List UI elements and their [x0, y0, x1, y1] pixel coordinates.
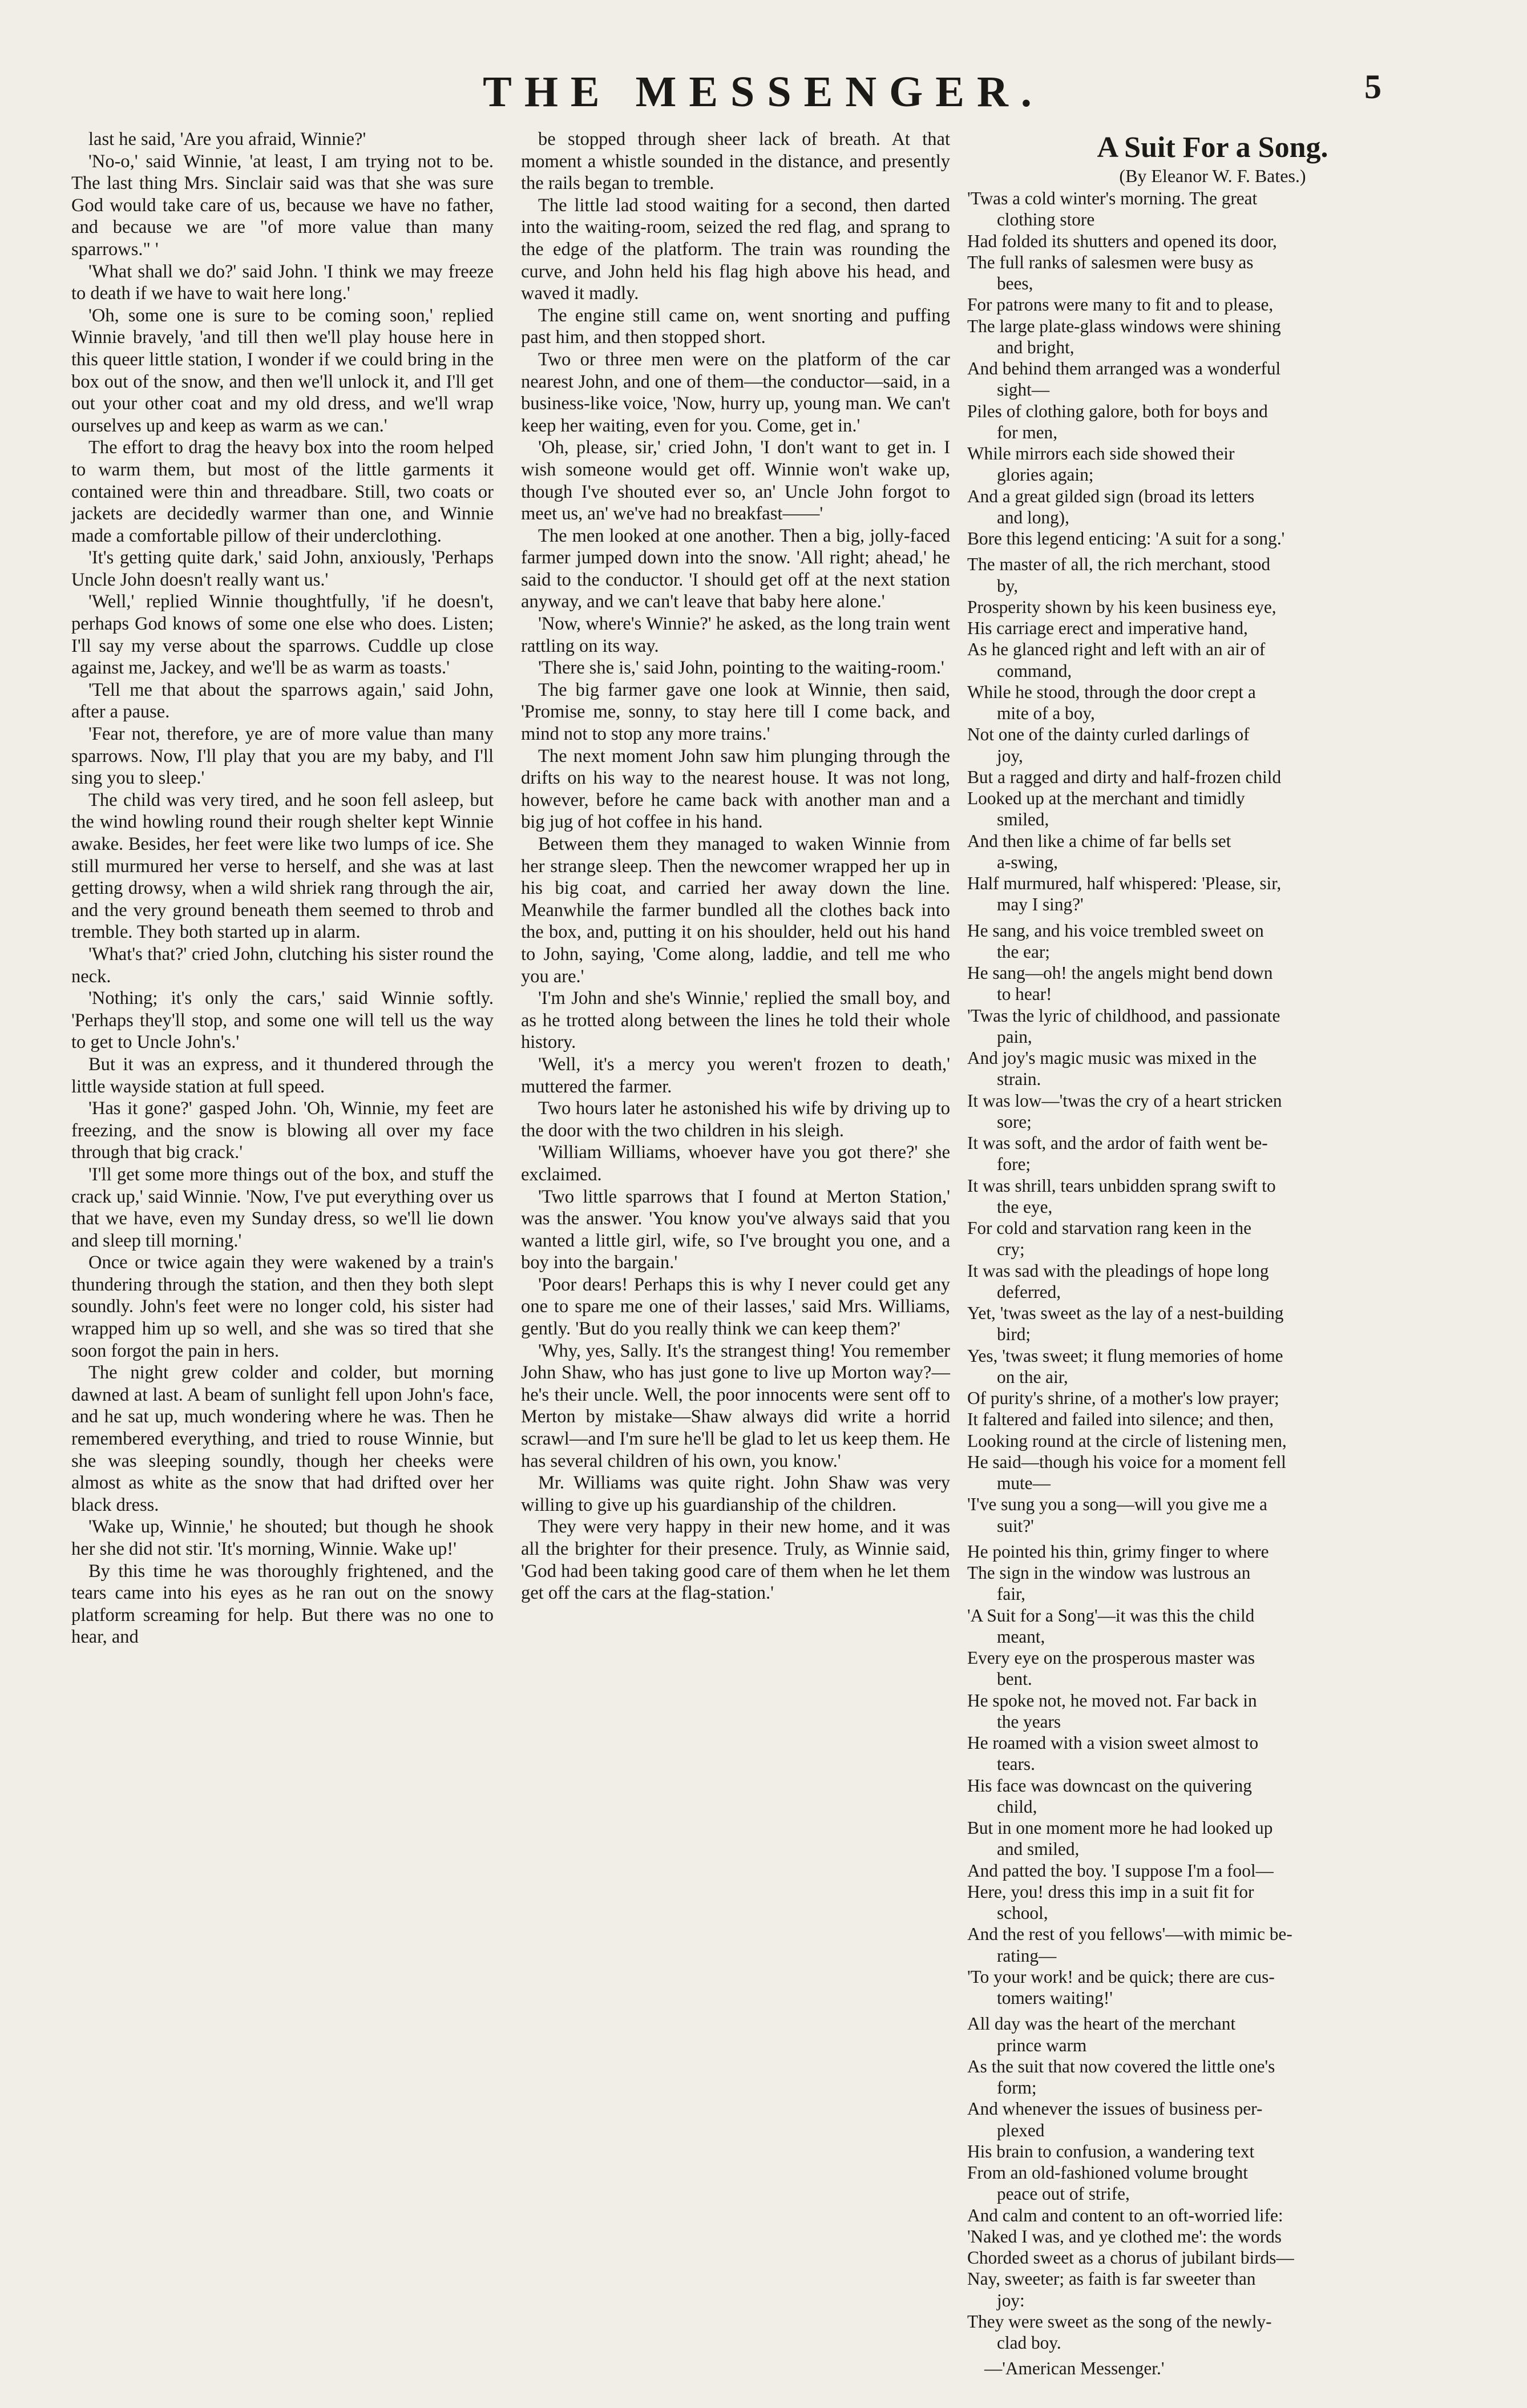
poem-line: Prosperity shown by his keen business eye,	[967, 596, 1276, 617]
poem-line: While mirrors each side showed their	[967, 443, 1235, 463]
poem-line: Yet, 'twas sweet as the lay of a nest-building	[967, 1303, 1284, 1323]
poem-byline: (By Eleanor W. F. Bates.)	[1119, 166, 1306, 186]
poem-stanza	[967, 188, 1458, 549]
story-paragraph: be stopped through sheer lack of breath. At that moment a whistle sounded in the distance, and presently the rails began to tremble.	[521, 129, 950, 194]
poem-line: And whenever the issues of business per-	[967, 2099, 1263, 2119]
poem-line-continuation: tomers waiting!'	[997, 1988, 1113, 2008]
poem-line: And joy's magic music was mixed in the	[967, 1048, 1257, 1068]
poem-line-continuation: for men,	[997, 422, 1058, 442]
poem-line-continuation: and smiled,	[997, 1839, 1080, 1860]
poem-line-continuation: a-swing,	[997, 852, 1058, 872]
poem-line: Not one of the dainty curled darlings of	[967, 724, 1250, 745]
poem-line-continuation: rating—	[997, 1945, 1057, 1966]
poem-line: For cold and starvation rang keen in the	[967, 1218, 1251, 1238]
poem-line-continuation: peace out of strife,	[997, 2184, 1130, 2204]
poem-line-continuation: bees,	[997, 273, 1033, 293]
poem-line-continuation: smiled,	[997, 809, 1049, 830]
poem-line-continuation: the eye,	[997, 1196, 1053, 1217]
poem-line-continuation: the years	[997, 1711, 1061, 1732]
poem-line-continuation: deferred,	[997, 1281, 1061, 1302]
poem-line: And calm and content to an oft-worried life:	[967, 2205, 1283, 2225]
poem-line-continuation: by,	[997, 575, 1019, 596]
poem-line-continuation: meant,	[997, 1626, 1045, 1647]
poem-line: Looked up at the merchant and timidly	[967, 788, 1245, 808]
poem-title: A Suit For a Song.	[1097, 131, 1328, 164]
poem-line: Yes, 'twas sweet; it flung memories of home	[967, 1345, 1283, 1366]
poem-line-continuation: clad boy.	[997, 2333, 1061, 2353]
poem-stanza	[967, 1541, 1458, 2009]
poem-line-continuation: child,	[997, 1796, 1037, 1817]
story-paragraph: Two hours later he astonished his wife by driving up to the door with the two children in his sleigh.	[521, 1098, 950, 1141]
poem-line: 'I've sung you a song—will you give me a	[967, 1494, 1267, 1515]
story-paragraph: 'Nothing; it's only the cars,' said Winnie softly. 'Perhaps they'll stop, and some one will tell us the way to get to Uncle John's.'	[71, 988, 494, 1053]
poem-line: 'To your work! and be quick; there are cus-	[967, 1966, 1275, 1987]
story-paragraph: The night grew colder and colder, but morning dawned at last. A beam of sunlight fell upon John's face, and he sat up, much wondering where he was. Then he remembered everything, and tried to rouse Winnie, but she was sleeping soundly, though her cheeks were almost as white as the snow that had drifted over her black dress.	[71, 1362, 494, 1515]
poem-line-continuation: mite of a boy,	[997, 703, 1095, 723]
story-paragraph: 'Tell me that about the sparrows again,' said John, after a pause.	[71, 679, 494, 723]
poem-line: The sign in the window was lustrous an	[967, 1563, 1251, 1583]
poem-line-continuation: sight—	[997, 380, 1050, 400]
poem-line: The master of all, the rich merchant, stood	[967, 554, 1270, 575]
poem-line: Here, you! dress this imp in a suit fit for	[967, 1881, 1254, 1902]
poem-line-continuation: mute—	[997, 1473, 1051, 1493]
story-paragraph: Mr. Williams was quite right. John Shaw was very willing to give up his guardianship of the children.	[521, 1473, 950, 1515]
masthead-title: THE MESSENGER.	[483, 68, 1044, 116]
poem-line: And the rest of you fellows'—with mimic be-	[967, 1924, 1292, 1945]
poem-line: 'Naked I was, and ye clothed me': the words	[967, 2226, 1282, 2246]
poem-line: He spoke not, he moved not. Far back in	[967, 1690, 1257, 1711]
story-paragraph: 'Now, where's Winnie?' he asked, as the long train went rattling on its way.	[521, 614, 950, 656]
poem-line: And patted the boy. 'I suppose I'm a fool—	[967, 1860, 1274, 1881]
poem-line-continuation: suit?'	[997, 1515, 1034, 1536]
poem-line: Had folded its shutters and opened its door,	[967, 231, 1277, 251]
poem-line: 'Twas the lyric of childhood, and passionate	[967, 1005, 1280, 1026]
poem-line-continuation: may I sing?'	[997, 894, 1084, 915]
poem-line: Nay, sweeter; as faith is far sweeter than	[967, 2269, 1256, 2289]
story-paragraph: But it was an express, and it thundered through the little wayside station at full speed.	[71, 1054, 494, 1097]
poem-body	[967, 188, 1458, 2353]
poem-source: —'American Messenger.'	[984, 2358, 1165, 2379]
story-paragraph: 'Why, yes, Sally. It's the strangest thing! You remember John Shaw, who has just gone to live up Morton way?—he's their uncle. Well, the poor innocents were sent off to Merton by mistake—Shaw always did write a horrid scrawl—and I'm sure he'll be glad to let us keep them. He has several children of his own, you know.'	[521, 1340, 950, 1471]
poem-line: From an old-fashioned volume brought	[967, 2163, 1248, 2183]
story-paragraph: 'It's getting quite dark,' said John, anxiously, 'Perhaps Uncle John doesn't really want us.'	[71, 547, 494, 590]
poem-line: He pointed his thin, grimy finger to where	[967, 1541, 1269, 1562]
poem-line: His brain to confusion, a wandering text	[967, 2141, 1255, 2161]
poem-line: Chorded sweet as a chorus of jubilant birds—	[967, 2248, 1294, 2268]
poem-line-continuation: joy,	[997, 745, 1023, 766]
poem-line: It was sad with the pleadings of hope long	[967, 1260, 1269, 1281]
poem-line: His carriage erect and imperative hand,	[967, 618, 1248, 638]
poem-line-continuation: to hear!	[997, 984, 1052, 1005]
poem-line: They were sweet as the song of the newly-	[967, 2311, 1272, 2332]
poem-column	[967, 128, 1458, 2379]
poem-line: Half murmured, half whispered: 'Please, sir,	[967, 873, 1282, 893]
poem-stanza	[967, 2013, 1458, 2353]
poem-line: And then like a chime of far bells set	[967, 830, 1231, 851]
poem-line-continuation: school,	[997, 1903, 1048, 1923]
story-paragraph: 'Fear not, therefore, ye are of more value than many sparrows. Now, I'll play that you are my baby, and I'll sing you to sleep.'	[71, 724, 494, 789]
poem-line-continuation: clothing store	[997, 209, 1095, 230]
poem-line-continuation: fore;	[997, 1154, 1031, 1175]
poem-line-continuation: bird;	[997, 1324, 1031, 1345]
story-paragraph: last he said, 'Are you afraid, Winnie?'	[88, 129, 366, 150]
poem-line: For patrons were many to fit and to please,	[967, 295, 1274, 315]
story-paragraph: By this time he was thoroughly frightened, and the tears came into his eyes as he ran out on the snowy platform screaming for help. But there was no one to hear, and	[71, 1560, 494, 1648]
poem-line: 'A Suit for a Song'—it was this the child	[967, 1605, 1255, 1625]
story-paragraph: 'Poor dears! Perhaps this is why I never could get any one to spare me one of their lasses,' said Mrs. Williams, gently. 'But do you really think we can keep them?'	[521, 1274, 950, 1340]
poem-line: It was soft, and the ardor of faith went be-	[967, 1133, 1268, 1153]
poem-line: Of purity's shrine, of a mother's low prayer;	[967, 1388, 1279, 1408]
story-paragraph: The child was very tired, and he soon fell asleep, but the wind howling round their rough shelter kept Winnie awake. Besides, her feet were like two lumps of ice. She still murmured her verse to herself, and she was at last getting drowsy, when a wild shriek rang through the air, and the very ground beneath them seemed to throb and tremble. They both started up in alarm.	[71, 789, 494, 943]
poem-line-continuation: prince warm	[997, 2035, 1087, 2055]
story-paragraph: Between them they managed to waken Winnie from her strange sleep. Then the newcomer wrapped her up in his big coat, and carried her away down the line. Meanwhile the farmer bundled all the clothes back into the box, and, putting it on his shoulder, held out his hand to John, saying, 'Come along, laddie, and tell me who you are.'	[521, 834, 950, 987]
poem-line: All day was the heart of the merchant	[967, 2014, 1236, 2034]
masthead	[0, 67, 1527, 130]
poem-stanza	[967, 554, 1458, 915]
story-paragraph: The next moment John saw him plunging through the drifts on his way to the nearest house. It was not long, however, before he came back with another man and a big jug of hot coffee in his hand.	[521, 745, 950, 833]
poem-line: And behind them arranged was a wonderful	[967, 358, 1281, 378]
poem-line: And a great gilded sign (broad its letters	[967, 486, 1255, 506]
poem-line: 'Twas a cold winter's morning. The great	[967, 188, 1258, 208]
story-paragraph: 'There she is,' said John, pointing to the waiting-room.'	[538, 658, 944, 679]
poem-line-continuation: sore;	[997, 1111, 1032, 1132]
poem-line: But in one moment more he had looked up	[967, 1818, 1273, 1838]
poem-line-continuation: and long),	[997, 507, 1069, 527]
poem-line: While he stood, through the door crept a	[967, 681, 1256, 702]
story-paragraph: 'Oh, some one is sure to be coming soon,' replied Winnie bravely, 'and till then we'll play house here in this queer little station, I wonder if we could bring in the box out of the snow, and then we'll unlock it, and I'll get out your other coat and my old dress, and we'll wrap ourselves up and keep as warm as we can.'	[71, 305, 494, 436]
story-paragraph: 'Oh, please, sir,' cried John, 'I don't want to get in. I wish someone would get off. Winnie won't wake up, though I've shouted ever so, an' Uncle John forgot to meet us, an' we've had no breakfast——'	[521, 437, 950, 525]
poem-line: It was shrill, tears unbidden sprang swift to	[967, 1175, 1276, 1196]
poem-line: It faltered and failed into silence; and then,	[967, 1409, 1274, 1430]
page-number: 5	[1364, 68, 1381, 106]
poem-line: He said—though his voice for a moment fell	[967, 1451, 1286, 1472]
poem-line-continuation: cry;	[997, 1239, 1025, 1260]
poem-line: His face was downcast on the quivering	[967, 1775, 1252, 1796]
poem-line: The full ranks of salesmen were busy as	[967, 252, 1254, 272]
poem-line: He sang, and his voice trembled sweet on	[967, 920, 1264, 941]
poem-line-continuation: pain,	[997, 1026, 1032, 1047]
story-paragraph: 'I'll get some more things out of the box, and stuff the crack up,' said Winnie. 'Now, I've put everything over us that we have, even my Sunday dress, so we'll lie down and sleep till morning.'	[71, 1164, 494, 1251]
poem-stanza	[967, 920, 1458, 1536]
poem-line: As the suit that now covered the little one's	[967, 2056, 1275, 2076]
poem-line-continuation: on the air,	[997, 1366, 1068, 1387]
poem-line-continuation: fair,	[997, 1584, 1026, 1604]
story-paragraph: Once or twice again they were wakened by a train's thundering through the station, and then they both slept soundly. John's feet were no longer cold, his sister had wrapped him up so well, and she was so tired that she soon forgot the pain in hers.	[71, 1252, 494, 1361]
poem-line-continuation: glories again;	[997, 465, 1094, 485]
poem-line: The large plate-glass windows were shining	[967, 316, 1281, 336]
poem-line-continuation: joy:	[997, 2290, 1025, 2310]
poem-line: He roamed with a vision sweet almost to	[967, 1733, 1259, 1753]
story-paragraph: The engine still came on, went snorting and puffing past him, and then stopped short.	[521, 305, 950, 348]
story-column-middle	[521, 128, 950, 1604]
story-paragraph: 'Well, it's a mercy you weren't frozen to death,' muttered the farmer.	[521, 1054, 950, 1097]
poem-line: As he glanced right and left with an air of	[967, 639, 1266, 660]
story-paragraph: 'Well,' replied Winnie thoughtfully, 'if he doesn't, perhaps God knows of some one else who does. Listen; I'll say my verse about the sparrows. Cuddle up close against me, Jackey, and we'll be as warm as toasts.'	[71, 591, 494, 679]
story-paragraph: Two or three men were on the platform of the car nearest John, and one of them—the conductor—said, in a business-like voice, 'Now, hurry up, young man. We can't keep her waiting, even for you. Come, get in.'	[521, 349, 950, 436]
story-paragraph: 'No-o,' said Winnie, 'at least, I am trying not to be. The last thing Mrs. Sinclair said was that she was sure God would take care of us, because we have no father, and because we are "of more value than many sparrows." '	[71, 151, 494, 260]
poem-line: It was low—'twas the cry of a heart stricken	[967, 1090, 1282, 1111]
story-paragraph: 'What's that?' cried John, clutching his sister round the neck.	[71, 943, 494, 987]
story-column-left	[71, 128, 494, 1648]
story-paragraph: 'William Williams, whoever have you got there?' she exclaimed.	[521, 1142, 950, 1185]
poem-line: Every eye on the prosperous master was	[967, 1648, 1255, 1668]
poem-line: But a ragged and dirty and half-frozen child	[967, 767, 1282, 787]
poem-line-continuation: form;	[997, 2078, 1037, 2098]
poem-line-continuation: and bright,	[997, 337, 1074, 357]
story-paragraph: The men looked at one another. Then a big, jolly-faced farmer jumped down into the snow. 'All right; ahead,' he said to the conductor. 'I should get off at the next station anyway, and we can't leave that baby here alone.'	[521, 525, 950, 612]
story-paragraph: 'Has it gone?' gasped John. 'Oh, Winnie, my feet are freezing, and the snow is blowing all over my face through that big crack.'	[71, 1098, 494, 1163]
poem-line: Bore this legend enticing: 'A suit for a song.'	[967, 529, 1285, 548]
story-paragraph: 'Wake up, Winnie,' he shouted; but though he shook her she did not stir. 'It's morning, Winnie. Wake up!'	[71, 1516, 494, 1559]
poem-line-continuation: strain.	[997, 1069, 1041, 1090]
story-paragraph: 'What shall we do?' said John. 'I think we may freeze to death if we have to wait here long.'	[71, 261, 494, 304]
poem-line-continuation: plexed	[997, 2120, 1045, 2140]
story-paragraph: 'Two little sparrows that I found at Merton Station,' was the answer. 'You know you've always said that you wanted a little girl, wife, so I've brought you one, and a boy into the bargain.'	[521, 1186, 950, 1273]
poem-line-continuation: command,	[997, 660, 1072, 681]
poem-line-continuation: the ear;	[997, 941, 1050, 962]
poem-line: He sang—oh! the angels might bend down	[967, 963, 1273, 983]
poem-line: Looking round at the circle of listening men,	[967, 1430, 1287, 1451]
poem-line-continuation: bent.	[997, 1669, 1032, 1689]
story-paragraph: They were very happy in their new home, and it was all the brighter for their presence. Truly, as Winnie said, 'God had been taking good care of them when he let them get off the cars at the flag-station.'	[521, 1516, 950, 1604]
story-paragraph: The big farmer gave one look at Winnie, then said, 'Promise me, sonny, to stay here till I come back, and mind not to stop any more trains.'	[521, 679, 950, 745]
poem-line-continuation: tears.	[997, 1754, 1035, 1774]
story-paragraph: The effort to drag the heavy box into the room helped to warm them, but most of the little garments it contained were thin and threadbare. Still, two coats or jackets are decidedly warmer than one, and Winnie made a comfortable pillow of their underclothing.	[71, 437, 494, 546]
story-paragraph: The little lad stood waiting for a second, then darted into the waiting-room, seized the red flag, and sprang to the edge of the platform. The train was rounding the curve, and John held his flag high above his head, and waved it madly.	[521, 195, 950, 304]
story-paragraph: 'I'm John and she's Winnie,' replied the small boy, and as he trotted along between the lines he told their whole history.	[521, 988, 950, 1053]
poem-line: Piles of clothing galore, both for boys and	[967, 401, 1268, 421]
